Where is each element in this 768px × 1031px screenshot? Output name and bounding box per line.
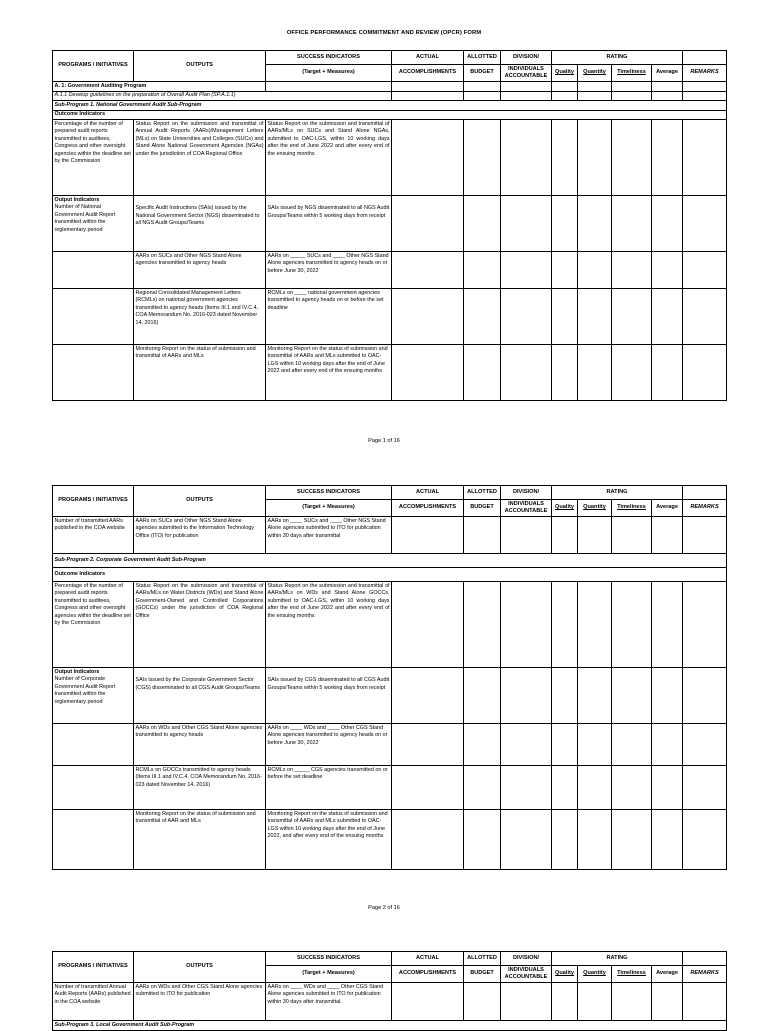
- header-rating: RATING: [552, 952, 683, 966]
- header-average: Average: [652, 966, 683, 983]
- output-program: [53, 668, 134, 724]
- output-cell: Specific Audit Instructions (SAIs) issued by the National Government Sector (NGS) disseminated to all NGS Audit Groups/Teams: [134, 196, 266, 252]
- header-individuals: INDIVIDUALS ACCOUNTABLE: [501, 65, 552, 82]
- header-quantity: Quantity: [578, 966, 612, 983]
- header-budget: BUDGET: [464, 966, 501, 983]
- header-budget: BUDGET: [464, 65, 501, 82]
- program-cell: Number of transmitted Annual Audit Reports (AARs) published in the COA website: [53, 983, 134, 1021]
- output-program: [53, 196, 134, 252]
- program-a1: A. 1: Government Auditing Program: [53, 82, 266, 91]
- indicator-cell: RCMLs on ____ national government agencies transmitted to agency heads on or before the set deadline: [266, 289, 392, 345]
- header-budget: BUDGET: [464, 500, 501, 517]
- header-programs: PROGRAMS / INITIATIVES: [53, 51, 134, 82]
- output-program-text: Number of Corporate Government Audit Report transmitted within the reglementary period: [54, 676, 116, 705]
- header-accomplishments: ACCOMPLISHMENTS: [392, 966, 464, 983]
- indicator-cell: Monitoring Report on the status of submission and transmittal of AARs and MLs submitted to OAC-LGS within 10 working days after the end of June 2022, and after every end of the ensuing months: [266, 810, 392, 870]
- outcome-output: Status Report on the submission and transmittal of AARs/MLs on Water Districts (WDs) and Stand Alone Government-Owned and Controlled Corporations (GOCCs) under the jurisdiction of COA Regional Office: [134, 582, 266, 668]
- header-quantity: Quantity: [578, 65, 612, 82]
- output-program-text: Number of National Government Audit Report transmitted within the reglementary period: [54, 204, 116, 233]
- header-individuals: INDIVIDUALS ACCOUNTABLE: [501, 966, 552, 983]
- indicator-cell: RCMLs on _____ CGS agencies transmitted on or before the set deadline: [266, 766, 392, 810]
- output-cell: SAIs issued by the Corporate Government Sector (CGS) disseminated to all CGS Audit Groups/Teams: [134, 668, 266, 724]
- output-cell: AARs on WDs and Other CGS Stand Alone agencies transmitted to agency heads: [134, 724, 266, 766]
- outcome-program: Percentage of the number of prepared audit reports transmitted to auditees, Congress and other oversight agencies within the deadline set by the Commission: [53, 582, 134, 668]
- header-quality: Quality: [552, 966, 578, 983]
- output-heading: Output Indicators: [54, 196, 100, 203]
- header-division: DIVISION/: [501, 486, 552, 500]
- opcr-table-page-2: [52, 485, 727, 870]
- header-actual: ACTUAL: [392, 51, 464, 65]
- indicator-cell: AARs on _____ SUCs and ____ Other NGS Stand Alone agencies transmitted to agency heads on or before June 30, 2022: [266, 252, 392, 289]
- header-outputs: OUTPUTS: [134, 486, 266, 517]
- header-remarks: REMARKS: [683, 966, 727, 983]
- program-a11: A.1.1 Develop guidelines on the preparation of Overall Audit Plan (SP.A.1.1): [53, 91, 392, 100]
- sub-program-2: Sub-Program 2. Corporate Government Audit Sub-Program: [53, 554, 727, 568]
- outcome-output: Status Report on the submission and transmittal of Annual Audit Reports (AARs)/Management Letters (MLs) on State Universities and Colleges (SUCs) and Stand Alone National Government Agencies (NGAs) under the jurisdiction of COA Regional Office: [134, 120, 266, 196]
- header-average: Average: [652, 65, 683, 82]
- indicator-cell: SAIs issued by NGS disseminated to all NGS Audit Groups/Teams within 5 working days from receipt: [266, 196, 392, 252]
- header-actual: ACTUAL: [392, 486, 464, 500]
- header-average: Average: [652, 500, 683, 517]
- form-title: OFFICE PERFORMANCE COMMITMENT AND REVIEW (OPCR) FORM: [286, 30, 482, 36]
- header-remarks-top: [683, 51, 727, 65]
- header-remarks: REMARKS: [683, 65, 727, 82]
- output-cell: RCMLs on GOCCs transmitted to agency heads (Items III.1 and IV.C.4, COA Memorandum No. 2016-023 dated November 14, 2016): [134, 766, 266, 810]
- opcr-table-page-1: [52, 50, 727, 401]
- output-cell: Regional Consolidated Management Letters (RCMLs) on national government agencies transmitted to agency heads (Items III.1 and IV.C.4, COA Memorandum No. 2016-023 dated November 14, 2016): [134, 289, 266, 345]
- header-accomplishments: ACCOMPLISHMENTS: [392, 500, 464, 517]
- header-target-measures: (Target + Measures): [266, 500, 392, 517]
- header-timeliness: Timeliness: [612, 966, 652, 983]
- indicator-cell: SAIs issued by CGS disseminated to all CGS Audit Groups/Teams within 5 working days from receipt: [266, 668, 392, 724]
- page-number: Page 2 of 16: [368, 905, 400, 911]
- output-heading: Output Indicators: [54, 668, 100, 675]
- indicator-cell: AARs on ____ WDs and ____ Other CGS Stand Alone agencies transmitted to agency heads on or before June 30, 2022: [266, 724, 392, 766]
- output-cell: Monitoring Report on the status of submission and transmittal of AARs and MLs: [134, 345, 266, 401]
- header-division: DIVISION/: [501, 952, 552, 966]
- header-programs: PROGRAMS / INITIATIVES: [53, 486, 134, 517]
- header-programs: PROGRAMS / INITIATIVES: [53, 952, 134, 983]
- header-remarks: REMARKS: [683, 500, 727, 517]
- output-cell: AARs on SUCs and Other NGS Stand Alone agencies submitted to the Information Technology Office (ITO) for publication: [134, 517, 266, 554]
- header-allotted: ALLOTTED: [464, 486, 501, 500]
- header-timeliness: Timeliness: [612, 500, 652, 517]
- header-rating: RATING: [552, 51, 683, 65]
- header-success-indicators: SUCCESS INDICATORS: [266, 952, 392, 966]
- header-outputs: OUTPUTS: [134, 51, 266, 82]
- outcome-heading: Outcome Indicators: [53, 110, 727, 119]
- header-quality: Quality: [552, 65, 578, 82]
- header-remarks-top: [683, 486, 727, 500]
- header-accomplishments: ACCOMPLISHMENTS: [392, 65, 464, 82]
- program-cell: Number of transmitted AARs published in the COA website: [53, 517, 134, 554]
- outcome-indicator: Status Report on the submission and transmittal of AARs/MLs on SUCs and Stand Alone NGAs, submitted to OAC-LGS, within 10 working days after the end of June 2022 and after every end of the ensuing months: [266, 120, 392, 196]
- header-timeliness: Timeliness: [612, 65, 652, 82]
- header-target-measures: (Target + Measures): [266, 966, 392, 983]
- header-quality: Quality: [552, 500, 578, 517]
- outcome-program: Percentage of the number of prepared audit reports transmitted to auditees, Congress and other oversight agencies within the deadline set by the Commission: [53, 120, 134, 196]
- header-allotted: ALLOTTED: [464, 952, 501, 966]
- indicator-cell: AARs on ____ SUCs and ____ Other NGS Stand Alone agencies submitted to ITO for publication within 30 days after transmittal: [266, 517, 392, 554]
- outcome-heading: Outcome Indicators: [53, 568, 727, 582]
- header-remarks-top: [683, 952, 727, 966]
- indicator-cell: AARs on ____ WDs and ____ Other CGS Stand Alone agencies submitted to ITO for publication within 30 days after transmittal.: [266, 983, 392, 1021]
- header-quantity: Quantity: [578, 500, 612, 517]
- header-actual: ACTUAL: [392, 952, 464, 966]
- indicator-cell: Monitoring Report on the status of submission and transmittal of AARs and MLs submitted to OAC-LGS within 10 working days after the end of June 2022 and after every end of the ensuing months: [266, 345, 392, 401]
- header-success-indicators: SUCCESS INDICATORS: [266, 51, 392, 65]
- header-allotted: ALLOTTED: [464, 51, 501, 65]
- output-cell: AARs on WDs and Other CGS Stand Alone agencies submitted to ITO for publication: [134, 983, 266, 1021]
- output-cell: AARs on SUCs and Other NGS Stand Alone agencies transmitted to agency heads: [134, 252, 266, 289]
- header-outputs: OUTPUTS: [134, 952, 266, 983]
- sub-program-3: Sub-Program 3. Local Government Audit Sub-Program: [53, 1021, 727, 1030]
- header-individuals: INDIVIDUALS ACCOUNTABLE: [501, 500, 552, 517]
- output-cell: Monitoring Report on the status of submission and transmittal of AAR and MLs: [134, 810, 266, 870]
- sub-program-1: Sub-Program 1. National Government Audit Sub-Program: [53, 101, 727, 110]
- header-rating: RATING: [552, 486, 683, 500]
- header-division: DIVISION/: [501, 51, 552, 65]
- opcr-table-page-3: [52, 951, 727, 1031]
- outcome-indicator: Status Report on the submission and transmittal of AARs/MLs on WDs and Stand Alone GOCCs, submitted to OAC-LGS, within 10 working days after the end of June 2022 and after every end of the ensuing months: [266, 582, 392, 668]
- header-target-measures: (Target + Measures): [266, 65, 392, 82]
- header-success-indicators: SUCCESS INDICATORS: [266, 486, 392, 500]
- page-number: Page 1 of 16: [368, 438, 400, 444]
